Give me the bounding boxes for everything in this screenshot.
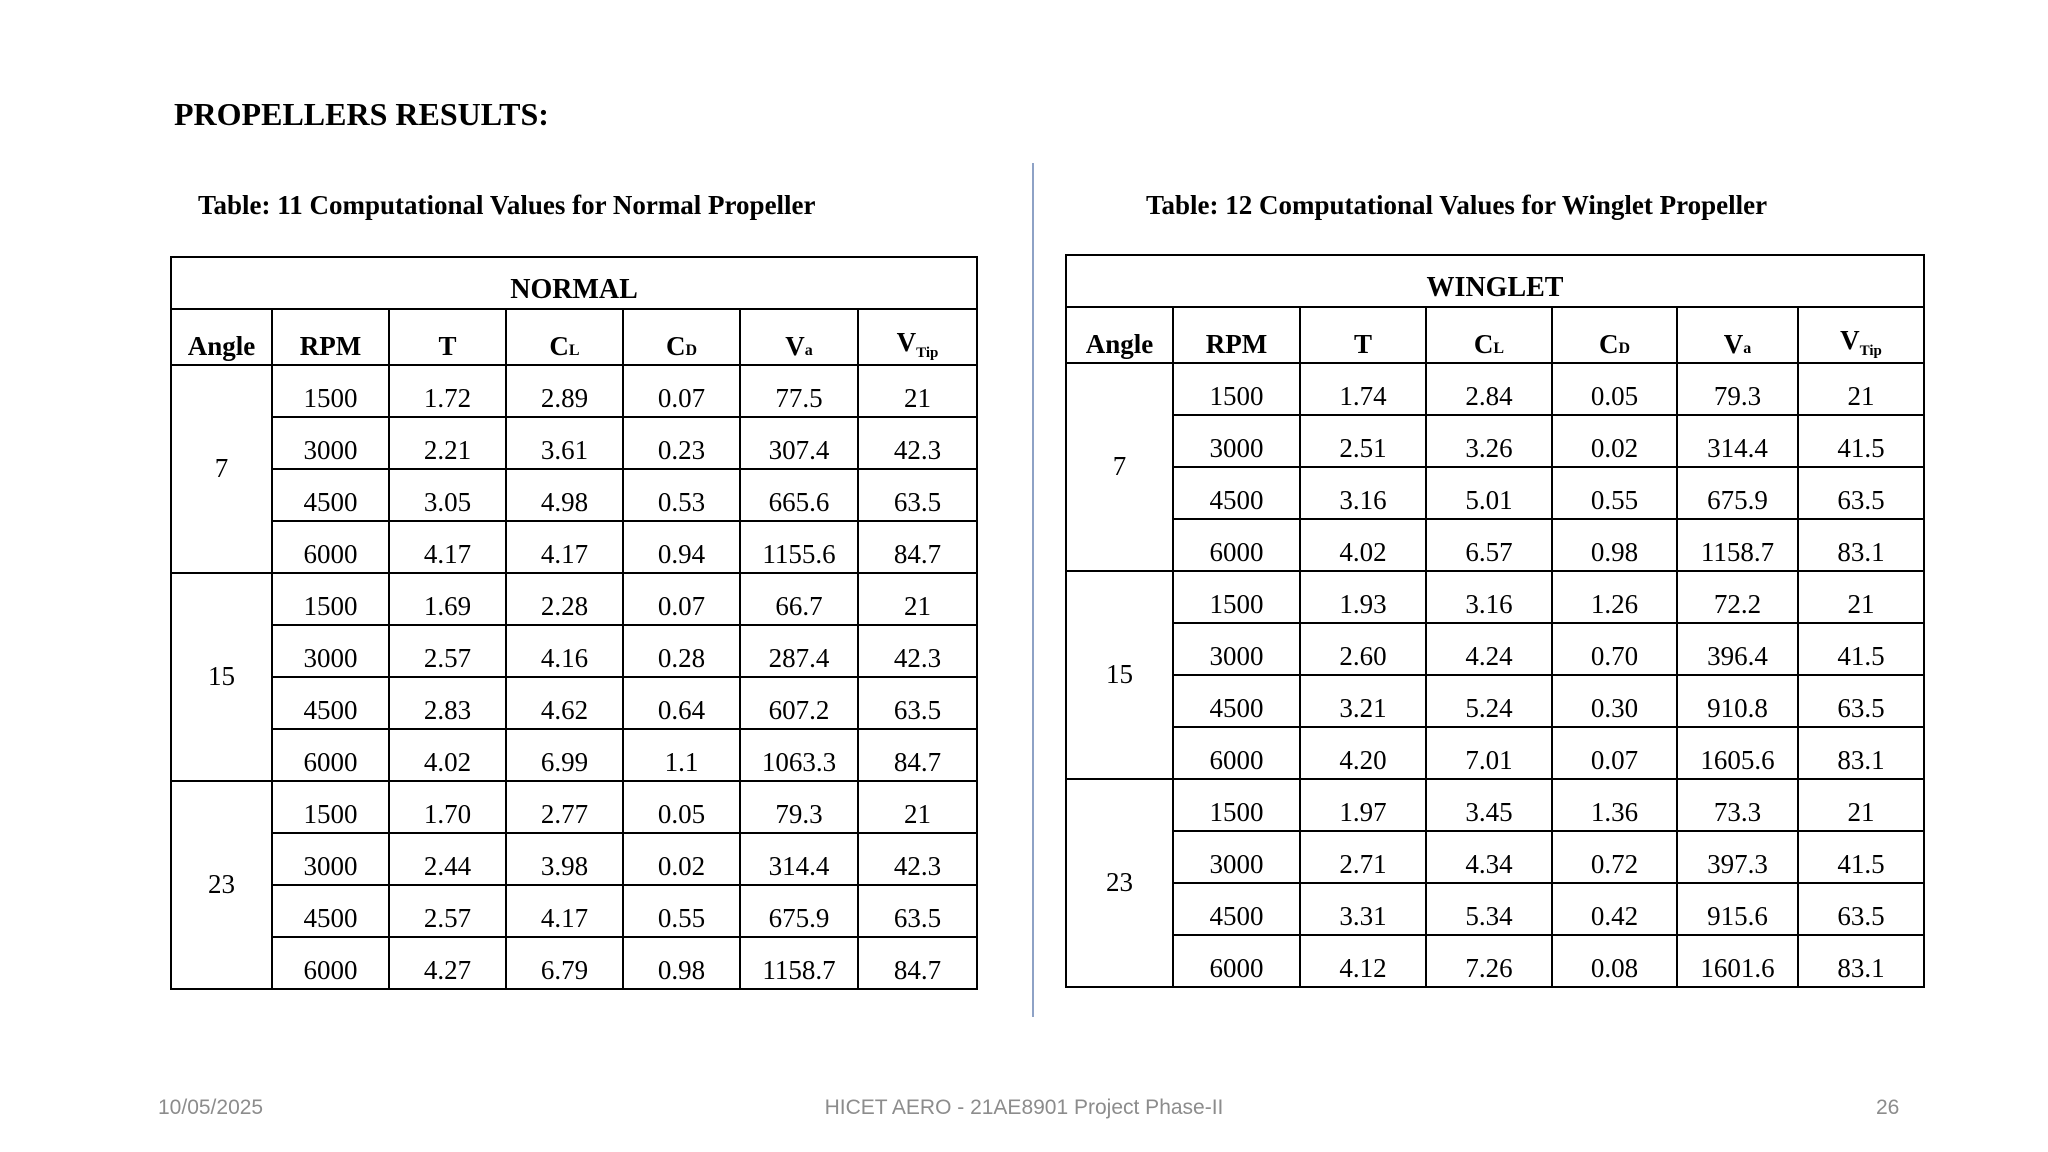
table-cell: 1.69 xyxy=(389,573,506,625)
table-cell: 6000 xyxy=(272,521,389,573)
table-row xyxy=(1066,571,1924,623)
table-cell: 1.72 xyxy=(389,365,506,417)
table-cell: 84.7 xyxy=(858,521,977,573)
table-row xyxy=(1066,883,1924,935)
table-cell: 0.30 xyxy=(1552,675,1677,727)
angle-cell: 23 xyxy=(171,781,272,989)
col-header-va-main: V xyxy=(1723,329,1744,359)
table-row xyxy=(171,729,977,781)
table-cell: 1500 xyxy=(1173,363,1300,415)
table-cell: 0.23 xyxy=(623,417,740,469)
table-cell: 3.16 xyxy=(1300,467,1426,519)
table-cell: 3.61 xyxy=(506,417,623,469)
table-cell: 5.34 xyxy=(1426,883,1552,935)
table-cell: 2.77 xyxy=(506,781,623,833)
table-cell: 1500 xyxy=(1173,779,1300,831)
table-cell: 2.44 xyxy=(389,833,506,885)
angle-cell: 7 xyxy=(171,365,272,573)
table-cell: 0.53 xyxy=(623,469,740,521)
table-row xyxy=(171,833,977,885)
table-row xyxy=(1066,363,1924,415)
table-cell: 2.28 xyxy=(506,573,623,625)
col-header-va-subscript: a xyxy=(804,342,813,359)
table-cell: 4.17 xyxy=(506,521,623,573)
table-row xyxy=(1066,779,1924,831)
col-header-vtip-main: V xyxy=(896,327,917,357)
col-header-va-subscript: a xyxy=(1743,340,1752,357)
table-cell: 6.79 xyxy=(506,937,623,989)
table-cell: 21 xyxy=(858,573,977,625)
table-cell: 41.5 xyxy=(1798,623,1924,675)
table-cell: 63.5 xyxy=(858,677,977,729)
table-row xyxy=(1066,415,1924,467)
table-cell: 3000 xyxy=(1173,831,1300,883)
table-row xyxy=(1066,623,1924,675)
table-cell: 287.4 xyxy=(740,625,858,677)
table-cell: 307.4 xyxy=(740,417,858,469)
table-cell: 4.02 xyxy=(1300,519,1426,571)
table-cell: 1500 xyxy=(1173,571,1300,623)
table-cell: 0.02 xyxy=(623,833,740,885)
table-cell: 1.26 xyxy=(1552,571,1677,623)
page-number: 26 xyxy=(1876,1096,1900,1119)
table-cell: 1063.3 xyxy=(740,729,858,781)
winglet-table-caption: Table: 12 Computational Values for Winglet Propeller xyxy=(1146,190,1768,220)
table-cell: 314.4 xyxy=(740,833,858,885)
normal-propeller-table xyxy=(170,256,978,990)
table-cell: 77.5 xyxy=(740,365,858,417)
table-cell: 7.26 xyxy=(1426,935,1552,987)
col-header-rpm xyxy=(272,309,389,365)
table-cell: 4.62 xyxy=(506,677,623,729)
col-header-va-main: V xyxy=(785,331,805,361)
table-row xyxy=(171,417,977,469)
table-cell: 0.55 xyxy=(1552,467,1677,519)
table-row xyxy=(1066,935,1924,987)
table-cell: 1.93 xyxy=(1300,571,1426,623)
table-cell: 915.6 xyxy=(1677,883,1798,935)
table-group-header: WINGLET xyxy=(1066,255,1924,307)
angle-cell: 15 xyxy=(1066,571,1173,779)
table-cell: 3000 xyxy=(1173,415,1300,467)
table-cell: 397.3 xyxy=(1677,831,1798,883)
table-cell: 72.2 xyxy=(1677,571,1798,623)
table-cell: 3.45 xyxy=(1426,779,1552,831)
col-header-vtip xyxy=(1798,307,1924,363)
table-row xyxy=(171,781,977,833)
table-cell: 42.3 xyxy=(858,625,977,677)
col-header-angle-main: Angle xyxy=(1085,329,1154,359)
table-cell: 4500 xyxy=(272,469,389,521)
table-cell: 4500 xyxy=(272,677,389,729)
table-row xyxy=(1066,467,1924,519)
table-cell: 1.36 xyxy=(1552,779,1677,831)
table-cell: 3000 xyxy=(272,625,389,677)
col-header-t xyxy=(389,309,506,365)
table-cell: 21 xyxy=(858,365,977,417)
table-cell: 73.3 xyxy=(1677,779,1798,831)
table-cell: 4.12 xyxy=(1300,935,1426,987)
table-cell: 6000 xyxy=(1173,935,1300,987)
angle-cell: 7 xyxy=(1066,363,1173,571)
col-header-vtip-main: V xyxy=(1840,325,1860,355)
table-cell: 6000 xyxy=(1173,519,1300,571)
table-cell: 83.1 xyxy=(1798,519,1924,571)
table-cell: 0.28 xyxy=(623,625,740,677)
table-cell: 0.08 xyxy=(1552,935,1677,987)
table-row xyxy=(171,937,977,989)
table-cell: 2.71 xyxy=(1300,831,1426,883)
table-cell: 314.4 xyxy=(1677,415,1798,467)
table-cell: 910.8 xyxy=(1677,675,1798,727)
table-cell: 0.55 xyxy=(623,885,740,937)
table-cell: 21 xyxy=(1798,571,1924,623)
col-header-angle xyxy=(1066,307,1173,363)
table-cell: 21 xyxy=(858,781,977,833)
table-cell: 79.3 xyxy=(740,781,858,833)
table-row xyxy=(1066,831,1924,883)
table-cell: 4.24 xyxy=(1426,623,1552,675)
table-cell: 2.21 xyxy=(389,417,506,469)
table-cell: 4500 xyxy=(1173,675,1300,727)
table-cell: 84.7 xyxy=(858,729,977,781)
table-cell: 1.70 xyxy=(389,781,506,833)
table-cell: 21 xyxy=(1798,363,1924,415)
table-cell: 2.83 xyxy=(389,677,506,729)
table-cell: 2.57 xyxy=(389,885,506,937)
table-cell: 79.3 xyxy=(1677,363,1798,415)
col-header-cl-main: C xyxy=(549,331,569,361)
table-cell: 5.01 xyxy=(1426,467,1552,519)
table-cell: 4.17 xyxy=(389,521,506,573)
table-cell: 3.05 xyxy=(389,469,506,521)
table-cell: 7.01 xyxy=(1426,727,1552,779)
table-cell: 3.16 xyxy=(1426,571,1552,623)
winglet-propeller-table xyxy=(1065,254,1925,988)
table-cell: 3.21 xyxy=(1300,675,1426,727)
table-cell: 6.57 xyxy=(1426,519,1552,571)
col-header-cl xyxy=(506,309,623,365)
table-cell: 4.20 xyxy=(1300,727,1426,779)
col-header-vtip-subscript: Tip xyxy=(1859,343,1882,359)
table-cell: 0.42 xyxy=(1552,883,1677,935)
table-cell: 2.84 xyxy=(1426,363,1552,415)
table-cell: 4500 xyxy=(1173,467,1300,519)
table-cell: 4.16 xyxy=(506,625,623,677)
table-cell: 63.5 xyxy=(1798,467,1924,519)
table-cell: 0.05 xyxy=(1552,363,1677,415)
table-cell: 4.27 xyxy=(389,937,506,989)
table-cell: 3000 xyxy=(1173,623,1300,675)
col-header-rpm-main: RPM xyxy=(299,331,362,361)
table-cell: 5.24 xyxy=(1426,675,1552,727)
table-cell: 0.05 xyxy=(623,781,740,833)
table-cell: 0.64 xyxy=(623,677,740,729)
table-cell: 0.98 xyxy=(1552,519,1677,571)
angle-cell: 15 xyxy=(171,573,272,781)
table-cell: 0.02 xyxy=(1552,415,1677,467)
table-cell: 6000 xyxy=(272,937,389,989)
footer-date: 10/05/2025 xyxy=(158,1096,264,1119)
table-row xyxy=(171,625,977,677)
table-cell: 63.5 xyxy=(1798,883,1924,935)
table-cell: 2.89 xyxy=(506,365,623,417)
table-row xyxy=(1066,727,1924,779)
table-cell: 6.99 xyxy=(506,729,623,781)
table-cell: 0.07 xyxy=(623,573,740,625)
table-cell: 3.31 xyxy=(1300,883,1426,935)
col-header-cl-subscript: L xyxy=(1493,340,1505,357)
table-row xyxy=(171,885,977,937)
table-cell: 84.7 xyxy=(858,937,977,989)
normal-table-caption: Table: 11 Computational Values for Normal Propeller xyxy=(198,190,816,220)
table-cell: 1601.6 xyxy=(1677,935,1798,987)
table-cell: 0.07 xyxy=(1552,727,1677,779)
col-header-rpm xyxy=(1173,307,1300,363)
table-cell: 1158.7 xyxy=(1677,519,1798,571)
table-cell: 1500 xyxy=(272,781,389,833)
table-row xyxy=(1066,519,1924,571)
table-cell: 4500 xyxy=(272,885,389,937)
table-cell: 6000 xyxy=(272,729,389,781)
col-header-cd-main: C xyxy=(1598,329,1619,359)
table-cell: 3000 xyxy=(272,833,389,885)
table-cell: 41.5 xyxy=(1798,415,1924,467)
col-header-va xyxy=(740,309,858,365)
table-row xyxy=(171,573,977,625)
table-cell: 1.1 xyxy=(623,729,740,781)
col-header-va xyxy=(1677,307,1798,363)
col-header-cd xyxy=(1552,307,1677,363)
col-header-angle-main: Angle xyxy=(187,331,256,361)
col-header-t xyxy=(1300,307,1426,363)
table-cell: 665.6 xyxy=(740,469,858,521)
table-cell: 1.97 xyxy=(1300,779,1426,831)
table-row xyxy=(1066,675,1924,727)
table-cell: 1158.7 xyxy=(740,937,858,989)
col-header-cd-subscript: D xyxy=(685,342,698,359)
col-header-t-main: T xyxy=(1353,329,1372,359)
table-cell: 1500 xyxy=(272,365,389,417)
table-cell: 0.94 xyxy=(623,521,740,573)
table-cell: 0.70 xyxy=(1552,623,1677,675)
table-row xyxy=(171,365,977,417)
table-cell: 4.02 xyxy=(389,729,506,781)
table-cell: 1.74 xyxy=(1300,363,1426,415)
table-row xyxy=(171,521,977,573)
table-group-header: NORMAL xyxy=(171,257,977,309)
table-cell: 66.7 xyxy=(740,573,858,625)
col-header-cl xyxy=(1426,307,1552,363)
table-cell: 4.98 xyxy=(506,469,623,521)
table-cell: 6000 xyxy=(1173,727,1300,779)
table-cell: 675.9 xyxy=(1677,467,1798,519)
table-cell: 1500 xyxy=(272,573,389,625)
table-cell: 2.60 xyxy=(1300,623,1426,675)
col-header-cd-main: C xyxy=(665,331,686,361)
col-header-angle xyxy=(171,309,272,365)
col-header-t-main: T xyxy=(438,331,457,361)
table-cell: 396.4 xyxy=(1677,623,1798,675)
table-cell: 3.98 xyxy=(506,833,623,885)
col-header-vtip-subscript: Tip xyxy=(916,345,939,361)
table-cell: 0.07 xyxy=(623,365,740,417)
col-header-rpm-main: RPM xyxy=(1205,329,1268,359)
table-cell: 42.3 xyxy=(858,417,977,469)
table-cell: 83.1 xyxy=(1798,727,1924,779)
angle-cell: 23 xyxy=(1066,779,1173,987)
footer-title: HICET AERO - 21AE8901 Project Phase-II xyxy=(824,1096,1224,1119)
table-cell: 3.26 xyxy=(1426,415,1552,467)
table-cell: 0.72 xyxy=(1552,831,1677,883)
table-row xyxy=(171,677,977,729)
col-header-cl-main: C xyxy=(1473,329,1494,359)
col-header-cl-subscript: L xyxy=(568,342,580,359)
table-cell: 63.5 xyxy=(858,469,977,521)
table-cell: 4500 xyxy=(1173,883,1300,935)
table-cell: 42.3 xyxy=(858,833,977,885)
table-cell: 607.2 xyxy=(740,677,858,729)
table-cell: 4.17 xyxy=(506,885,623,937)
table-cell: 4.34 xyxy=(1426,831,1552,883)
table-cell: 83.1 xyxy=(1798,935,1924,987)
table-cell: 1155.6 xyxy=(740,521,858,573)
table-cell: 675.9 xyxy=(740,885,858,937)
table-cell: 41.5 xyxy=(1798,831,1924,883)
table-cell: 63.5 xyxy=(858,885,977,937)
slide-title: PROPELLERS RESULTS: xyxy=(174,96,549,132)
table-cell: 0.98 xyxy=(623,937,740,989)
table-cell: 2.51 xyxy=(1300,415,1426,467)
table-row xyxy=(171,469,977,521)
table-cell: 2.57 xyxy=(389,625,506,677)
table-cell: 21 xyxy=(1798,779,1924,831)
col-header-cd-subscript: D xyxy=(1618,340,1631,357)
vertical-divider xyxy=(1032,163,1034,1017)
col-header-cd xyxy=(623,309,740,365)
col-header-vtip xyxy=(858,309,977,365)
table-cell: 63.5 xyxy=(1798,675,1924,727)
table-cell: 1605.6 xyxy=(1677,727,1798,779)
table-cell: 3000 xyxy=(272,417,389,469)
